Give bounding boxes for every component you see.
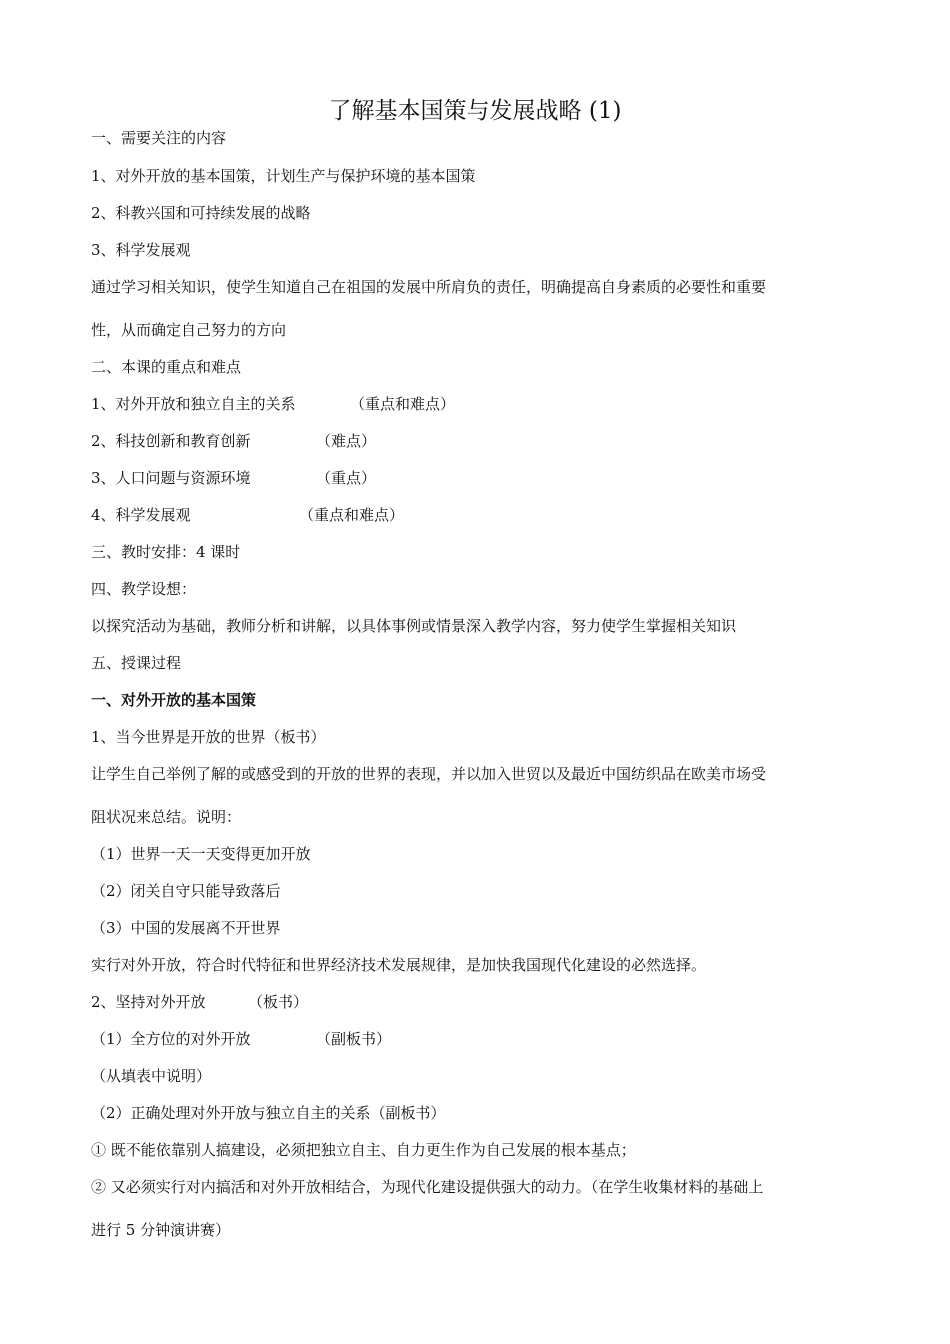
paragraph-line: 实行对外开放，符合时代特征和世界经济技术发展规律，是加快我国现代化建设的必然选择。	[91, 956, 707, 974]
list-item	[91, 505, 191, 525]
section-heading-4: 四、教学设想：	[91, 580, 197, 598]
list-item-text: （1）全方位的对外开放	[91, 1030, 251, 1048]
list-item: （1）世界一天一天变得更加开放	[91, 845, 311, 863]
list-item-text: 4、科学发展观	[91, 506, 191, 524]
list-item: （从填表中说明）	[91, 1067, 212, 1085]
list-item-text: 2、坚持对外开放	[91, 993, 206, 1011]
list-item: 2、科教兴国和可持续发展的战略	[91, 204, 311, 222]
document-title: 了解基本国策与发展战略 (1)	[328, 98, 622, 124]
list-item: 3、科学发展观	[91, 241, 191, 259]
list-item-note: （板书）	[248, 993, 309, 1011]
list-item	[91, 394, 296, 414]
paragraph-line: 阻状况来总结。说明：	[91, 808, 242, 826]
list-item: （2）正确处理对外开放与独立自主的关系（副板书）	[91, 1104, 446, 1122]
list-item-text: 2、科技创新和教育创新	[91, 432, 251, 450]
list-item: 1、对外开放的基本国策，计划生产与保护环境的基本国策	[91, 167, 476, 185]
list-item	[91, 431, 251, 451]
section-heading-3: 三、教时安排：4 课时	[91, 543, 241, 561]
list-item: ② 又必须实行对内搞活和对外开放相结合，为现代化建设提供强大的动力。（在学生收集材料的基础上	[91, 1178, 764, 1196]
list-item-note: （重点和难点）	[299, 506, 405, 524]
section-heading-5: 五、授课过程	[91, 654, 182, 672]
list-item	[91, 1029, 251, 1049]
list-item: （3）中国的发展离不开世界	[91, 919, 281, 937]
paragraph-line: 进行 5 分钟演讲赛）	[91, 1221, 231, 1239]
list-item	[91, 468, 251, 488]
paragraph-line: 以探究活动为基础，教师分析和讲解，以具体事例或情景深入教学内容，努力使学生掌握相关知识	[91, 617, 737, 635]
list-item-note: （副板书）	[316, 1030, 392, 1048]
paragraph-line: 让学生自己举例了解的或感受到的开放的世界的表现，并以加入世贸以及最近中国纺织品在欧美市场受	[91, 765, 767, 783]
bold-subheading: 一、对外开放的基本国策	[91, 691, 257, 709]
paragraph-line: 性，从而确定自己努力的方向	[91, 321, 287, 339]
list-item-text: 3、人口问题与资源环境	[91, 469, 251, 487]
list-item-note: （难点）	[316, 432, 377, 450]
section-heading-1: 一、需要关注的内容	[91, 129, 227, 147]
list-item: 1、当今世界是开放的世界（板书）	[91, 728, 326, 746]
list-item	[91, 992, 206, 1012]
list-item: （2）闭关自守只能导致落后	[91, 882, 281, 900]
list-item-text: 1、对外开放和独立自主的关系	[91, 395, 296, 413]
list-item: ① 既不能依靠别人搞建设，必须把独立自主、自力更生作为自己发展的根本基点；	[91, 1141, 636, 1159]
section-heading-2: 二、本课的重点和难点	[91, 358, 242, 376]
list-item-note: （重点和难点）	[350, 395, 456, 413]
paragraph-line: 通过学习相关知识，使学生知道自己在祖国的发展中所肩负的责任，明确提高自身素质的必要性和重要	[91, 278, 767, 296]
list-item-note: （重点）	[316, 469, 377, 487]
